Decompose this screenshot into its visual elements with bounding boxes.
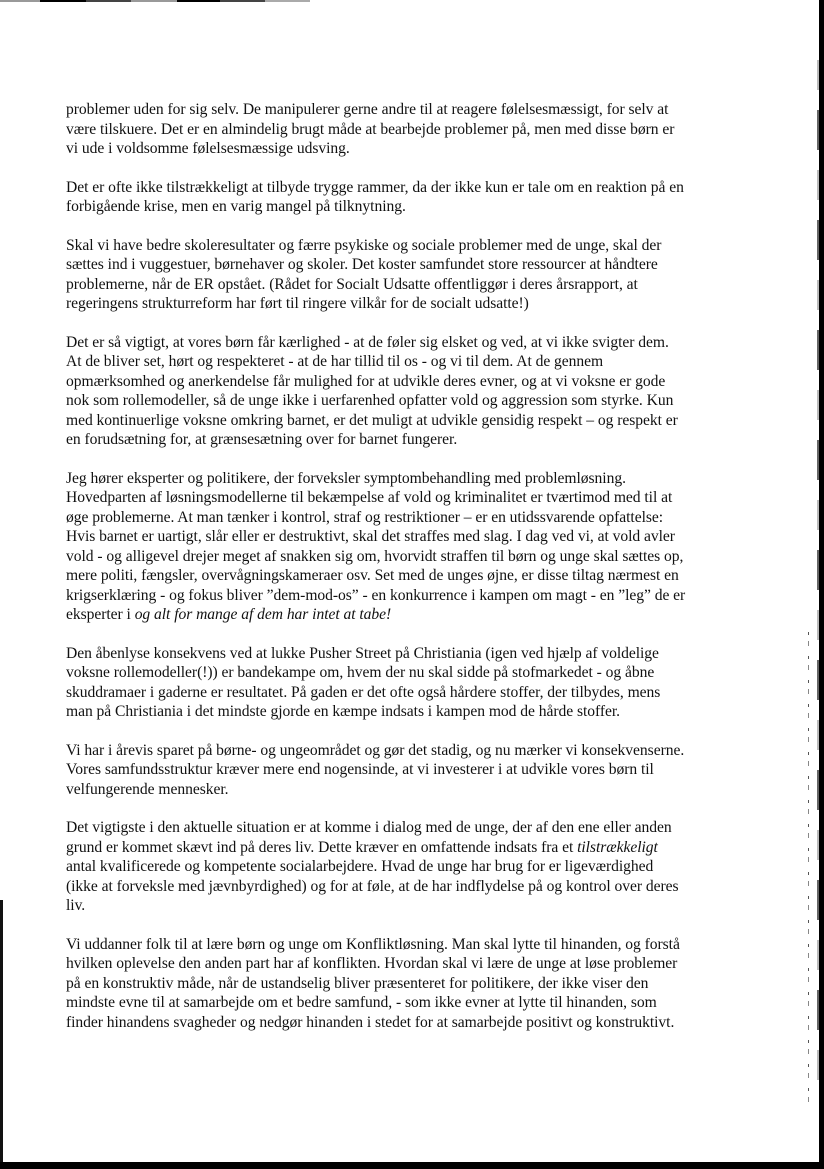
paragraph-8 [66,818,746,916]
text-line: Vi uddanner folk til at lære børn og unge om Konfliktløsning. Man skal lytte til hinanden, og forstå [66,935,680,953]
document-body [66,100,746,1051]
text-line: finder hinandens svagheder og nedgør hinanden i stedet for at samarbejde positivt og konstruktivt. [66,1013,675,1031]
text-line: mindste evne til at samarbejde om et bedre samfund, - som ikke evner at lytte til hinanden, som [66,994,657,1011]
text-line: på en konstruktiv måde, når de ustandselig bliver præsenteret for politikere, der ikke viser den [66,974,649,992]
text-line: problemer uden for sig selv. De manipulerer gerne andre til at reagere følelsesmæssigt, for selv at [66,101,669,118]
text-line: Det er ofte ikke tilstrækkeligt at tilbyde trygge rammer, da der ikke kun er tale om en reaktion på en [66,178,684,196]
text-line: voksne rollemodeller(!)) er bandekampe om, hvem der nu skal sidde på stofmarkedet - og åbne [66,664,655,681]
text-line: Den åbenlyse konsekvens ved at lukke Pusher Street på Christiania (igen ved hjælp af voldelige [66,644,659,662]
text-line: Det vigtigste i den aktuelle situation er at komme i dialog med de unge, der af den ene eller anden [66,819,672,836]
paragraph-1 [66,100,746,159]
text-line: Hvis barnet er uartigt, slår eller er destruktivt, skal det straffes med slag. I dag ved vi, at vold avler [66,528,675,545]
text-line [66,605,746,625]
text-line: være tilskuere. Det er en almindelig brugt måde at bearbejde problemer på, men med disse børn er [66,120,675,138]
text-line: med kontinuerlige voksne omkring barnet, er det muligt at udvikle gensidig respekt – og respekt er [66,411,678,429]
text-line: Det er så vigtigt, at vores børn får kærlighed - at de føler sig elsket og ved, at vi ikke svigter dem. [66,333,669,351]
text-line: man på Christiania i det mindste gjorde en kæmpe indsats i kampen mod de hårde stoffer. [66,703,621,720]
text-line [66,838,746,858]
text-line: Vi har i årevis sparet på børne- og ungeområdet og gør det stadig, og nu mærker vi konsekvenserne. [66,741,685,759]
paragraph-9 [66,935,746,1033]
text-line: krigserklæring - og fokus bliver ”dem-mod-os” - en konkurrence i kampen om magt - en ”leg” de er [66,586,686,604]
text-line: velfungerende mennesker. [66,780,229,798]
paragraph-6 [66,644,746,722]
text-line: opmærksomhed og anerkendelse får mulighed for at udvikle deres evner, og at vi voksne er gode [66,372,666,390]
text-line: liv. [66,897,86,914]
paragraph-5 [66,469,746,625]
text-segment: eksperter i [66,606,135,623]
scan-bottom-edge-band [0,1162,824,1169]
text-line: nok som rollemodeller, så de unge ikke i uerfarenhed opfatter vold og aggression som styrke. Kun [66,392,674,409]
paragraph-2 [66,178,746,217]
text-line: sættes ind i vuggestuer, børnehaver og skoler. Det koster samfundet store ressourcer at håndtere [66,256,658,273]
text-line: hvilken oplevelse den anden part har af konflikten. Hvordan skal vi lære de unge at løse problemer [66,955,678,972]
text-line: Skal vi have bedre skoleresultater og færre psykiske og sociale problemer med de unge, skal der [66,236,662,254]
text-line: antal kvalificerede og kompetente socialarbejdere. Hvad de unge har brug for er ligeværdighed [66,858,654,875]
scan-right-edge-border [819,0,824,1169]
text-line: mere politi, fængsler, overvågningskameraer osv. Set med de unges øjne, er disse tiltag nærmest en [66,567,679,584]
text-line: forbigående krise, men en varig mangel på tilknytning. [66,198,406,215]
text-line: regeringens strukturreform har ført til ringere vilkår for de socialt udsatte!) [66,295,529,312]
text-segment: grund er kommet skævt ind på deres liv. Dette kræver en omfattende indsats fra et [66,838,578,856]
scan-dotted-margin-line [808,632,809,1102]
italic-emphasis: tilstrækkeligt [577,838,658,856]
text-line: vold - og alligevel drejer meget af snakken sig om, hvorvidt straffen til børn og unge skal sættes op, [66,547,684,565]
text-line: At de bliver set, hørt og respekteret - at de har tillid til os - og vi til dem. At de gennem [66,353,604,370]
text-line: skuddramaer i gaderne er resultatet. På gaden er det ofte også hårdere stoffer, der tilbydes, mens [66,683,661,701]
text-line: øge problemerne. At man tænker i kontrol, straf og restriktioner – er en utidssvarende opfattelse: [66,508,664,526]
scan-top-edge-line [0,0,310,2]
scan-left-edge-border [0,900,3,1169]
text-line: Hovedparten af løsningsmodellerne til bekæmpelse af vold og kriminalitet er tværtimod med til at [66,489,673,506]
text-line: (ikke at forveksle med jævnbyrdighed) og for at føle, at de har indflydelse på og kontrol over deres [66,877,679,895]
paragraph-3 [66,236,746,314]
italic-emphasis: og alt for mange af dem har intet at tabe! [134,606,392,623]
text-line: problemerne, når de ER opstået. (Rådet for Socialt Udsatte offentliggør i deres årsrapport, at [66,275,638,293]
text-line: en forudsætning for, at grænsesætning over for barnet fungerer. [66,431,458,448]
text-line: Jeg hører eksperter og politikere, der forveksler symptombehandling med problemløsning. [66,469,626,487]
text-line: Vores samfundsstruktur kræver mere end nogensinde, at vi investerer i at udvikle vores børn til [66,761,654,778]
paragraph-4 [66,333,746,450]
paragraph-7 [66,741,746,800]
text-line: vi ude i voldsomme følelsesmæssige udsving. [66,140,350,157]
